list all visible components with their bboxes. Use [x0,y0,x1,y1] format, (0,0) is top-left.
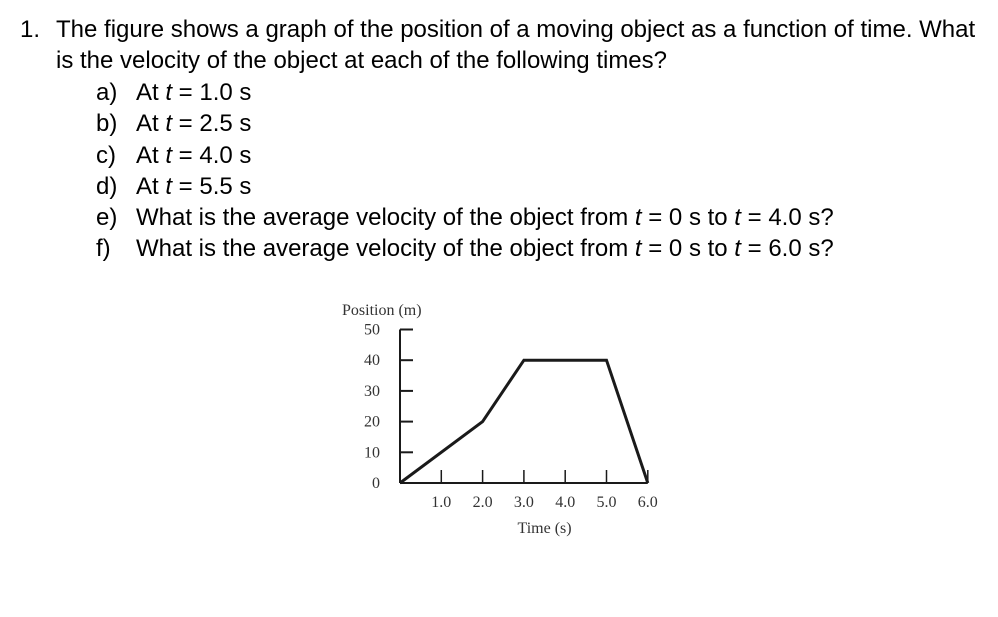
text-segment: = 2.5 s [172,110,252,138]
y-tick-label: 20 [364,413,380,431]
x-axis-title: Time (s) [517,520,572,537]
text-segment: = 0 s to [641,235,735,263]
sub-question-label: b) [96,110,118,138]
sub-question-list [96,77,980,265]
sub-question-label: d) [96,172,118,200]
sub-question-text [136,108,251,139]
sub-question-text [136,171,251,202]
position-time-graph [330,290,670,560]
text-segment: What is the average velocity of the object from [136,204,635,232]
sub-question-label: e) [96,204,118,232]
sub-question-text [136,140,251,171]
question-stem [20,14,980,76]
time-variable: t [734,235,741,263]
text-segment: At [136,110,166,138]
time-variable: t [165,172,173,200]
x-tick-label: 5.0 [596,494,617,511]
sub-question-text [136,202,834,233]
sub-question-label: a) [96,79,118,106]
x-tick-label: 3.0 [513,494,534,511]
sub-question-label: c) [96,141,116,169]
sub-question [96,108,980,139]
text-segment: = 1.0 s [172,79,252,106]
graph-canvas [330,290,670,560]
question-text: The figure shows a graph of the position of a moving object as a function of time. What is the velocity of the object at each of the following times? [56,16,976,74]
y-tick-label: 40 [364,352,380,370]
sub-question [96,140,980,171]
sub-question-label: f) [96,235,111,263]
text-segment: = 0 s to [641,204,735,232]
sub-question [96,202,980,233]
question [20,14,980,265]
sub-question-text [136,233,834,264]
y-tick-label: 10 [364,444,380,462]
sub-question [96,171,980,202]
time-variable: t [634,204,642,232]
time-variable: t [165,110,173,138]
y-axis-title: Position (m) [342,302,422,319]
text-segment: What is the average velocity of the object from [136,235,635,263]
text-segment: = 6.0 s? [740,235,834,263]
y-tick-label: 30 [364,382,380,400]
question-number: 1. [20,16,41,43]
x-tick-label: 1.0 [431,494,452,511]
sub-question [96,77,980,108]
time-variable: t [165,79,173,106]
time-variable: t [734,204,741,232]
sub-question-text [136,77,251,108]
text-segment: At [136,172,166,200]
x-tick-label: 4.0 [555,494,576,511]
text-segment: At [136,141,166,169]
text-segment: = 5.5 s [172,172,252,200]
text-segment: = 4.0 s? [740,204,834,232]
time-variable: t [634,235,642,263]
position-series-line [400,360,648,483]
x-tick-label: 6.0 [637,494,658,511]
text-segment: At [136,79,166,106]
y-tick-label: 50 [364,321,380,339]
text-segment: = 4.0 s [172,141,252,169]
x-tick-label: 2.0 [472,494,493,511]
y-tick-label: 0 [372,475,380,492]
time-variable: t [165,141,173,169]
sub-question [96,233,980,264]
